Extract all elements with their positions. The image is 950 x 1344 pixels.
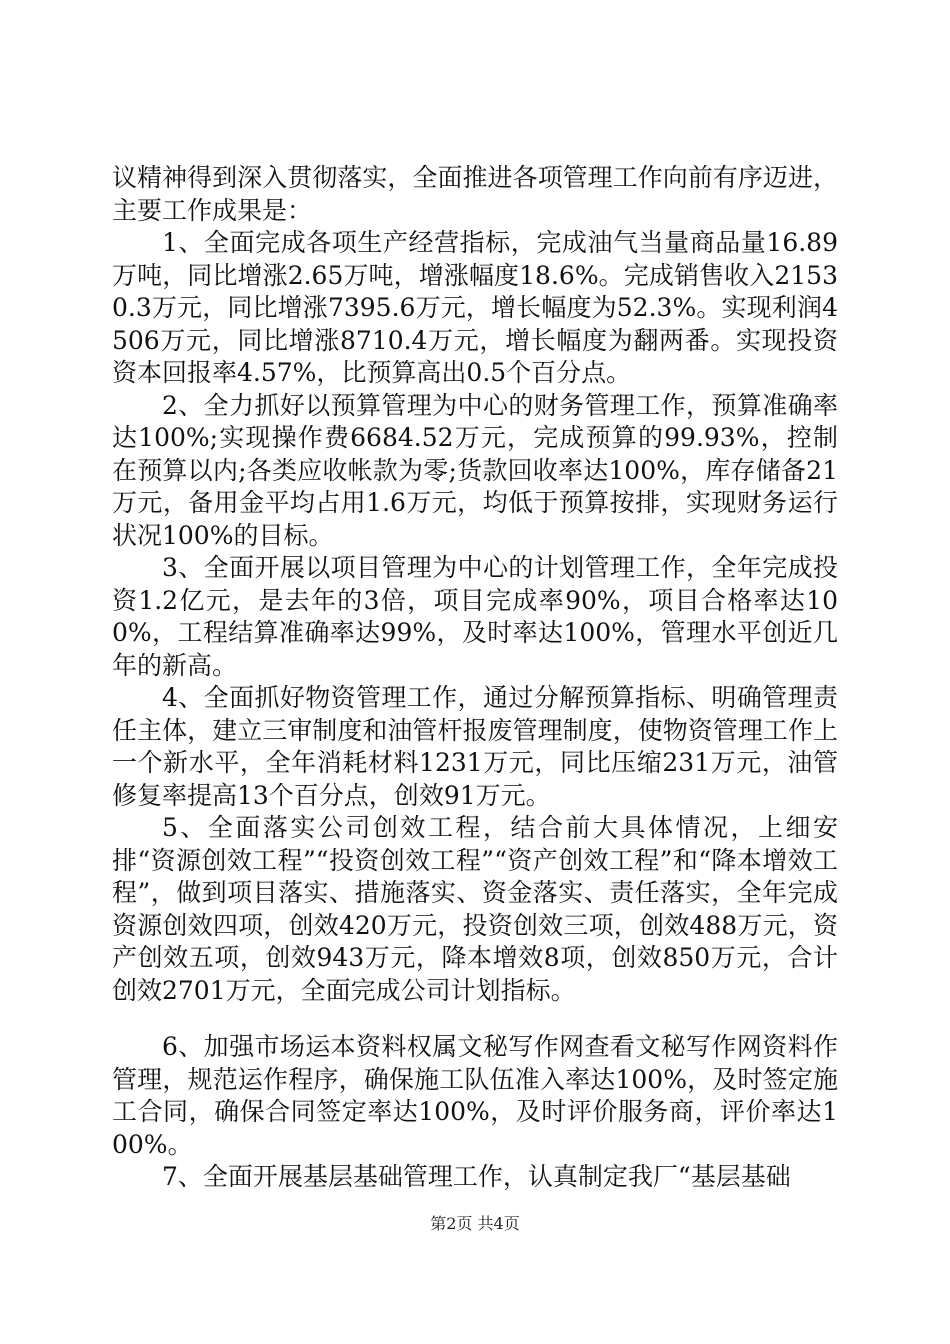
paragraph-item-5: 5、全面落实公司创效工程，结合前大具体情况，上细安排“资源创效工程”“投资创效工程”“资产创效工程”和“降本增效工程”，做到项目落实、措施落实、资金落实、责任落实，全年完成资源创效四项，创效420万元，投资创效三项，创效488万元，资产创效五项，创效943万元，降本增效8项，创效850万元，合计创效2701万元，全面完成公司计划指标。 [112,813,838,1005]
document-body [112,162,838,1194]
paragraph-item-2: 2、全力抓好以预算管理为中心的财务管理工作，预算准确率达100%;实现操作费6684.52万元，完成预算的99.93%，控制在预算以内;各类应收帐款为零;货款回收率达100%，库存储备21万元，备用金平均占用1.6万元，均低于预算按排，实现财务运行状况100%的目标。 [112,390,838,550]
paragraph-item-7: 7、全面开展基层基础管理工作，认真制定我厂“基层基础 [162,1162,791,1191]
paragraph-item-1: 1、全面完成各项生产经营指标，完成油气当量商品量16.89万吨，同比增涨2.65万吨，增涨幅度18.6%。完成销售收入21530.3万元，同比增涨7395.6万元，增长幅度为52.3%。实现利润4506万元，同比增涨8710.4万元，增长幅度为翻两番。实现投资资本回报率4.57%，比预算高出0.5个百分点。 [112,228,838,387]
paragraph-item-6: 6、加强市场运本资料权属文秘写作网查看文秘写作网资料作管理，规范运作程序，确保施工队伍准入率达100%，及时签定施工合同，确保合同签定率达100%，及时评价服务商，评价率达100%。 [112,1032,838,1159]
page-number-footer: 第2页 共4页 [430,1214,520,1233]
paragraph-item-3: 3、全面开展以项目管理为中心的计划管理工作，全年完成投资1.2亿元，是去年的3倍，项目完成率90%，项目合格率达100%，工程结算准确率达99%，及时率达100%，管理水平创近几年的新高。 [112,553,838,680]
paragraph-continuation: 议精神得到深入贯彻落实，全面推进各项管理工作向前有序迈进，主要工作成果是： [112,163,838,225]
paragraph-item-4: 4、全面抓好物资管理工作，通过分解预算指标、明确管理责任主体，建立三审制度和油管杆报废管理制度，使物资管理工作上一个新水平，全年消耗材料1231万元，同比压缩231万元，油管修复率提高13个百分点，创效91万元。 [112,683,838,810]
